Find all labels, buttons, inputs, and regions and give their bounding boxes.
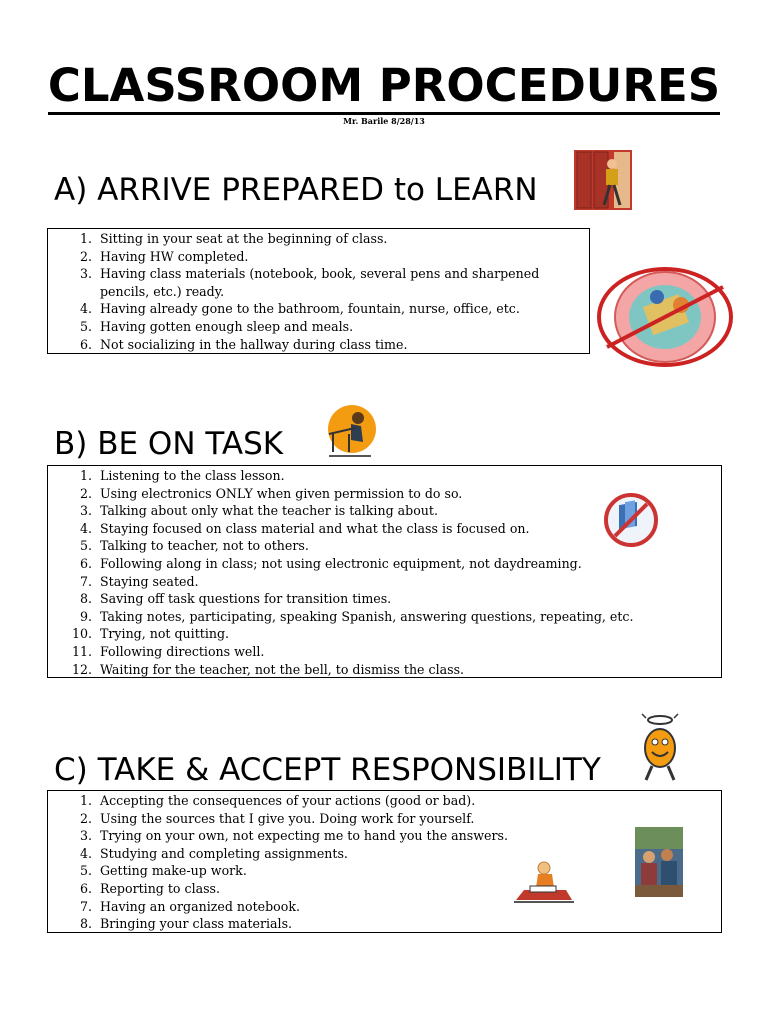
list-item-text: Having HW completed. [100, 248, 249, 264]
list-item-text: Saving off task questions for transition times. [100, 591, 392, 607]
section-b-heading: B) BE ON TASK [54, 426, 284, 462]
list-item-text: Staying seated. [100, 573, 199, 589]
list-number: 8. [79, 591, 92, 607]
section-a-list-box [47, 228, 590, 354]
list-number: 3. [79, 503, 92, 519]
list-number: 8. [79, 916, 92, 932]
list-number: 6. [79, 555, 92, 571]
list-item [48, 230, 589, 248]
author-line: Mr. Barile 8/28/13 [343, 116, 425, 126]
list-item-text: Having class materials (notebook, book, several pens and sharpened [100, 266, 540, 282]
section-a-heading: A) ARRIVE PREPARED to LEARN [54, 172, 538, 208]
list-item-text: Reporting to class. [100, 880, 221, 896]
list-item-text: Trying, not quitting. [100, 626, 230, 642]
section-a-list [48, 230, 589, 353]
section-c-heading: C) TAKE & ACCEPT RESPONSIBILITY [54, 752, 601, 788]
list-number: 2. [79, 248, 92, 264]
list-item [48, 608, 721, 626]
list-number: 3. [79, 828, 92, 844]
list-item-text: Following along in class; not using electronic equipment, not daydreaming. [100, 555, 582, 571]
list-number: 10. [71, 626, 92, 642]
list-number: 7. [79, 573, 92, 589]
list-number: 6. [79, 880, 92, 896]
list-item-text: Talking to teacher, not to others. [100, 538, 309, 554]
list-item [48, 248, 589, 266]
list-item-text: Not socializing in the hallway during class time. [100, 336, 408, 352]
list-item [48, 555, 721, 573]
list-item-text: Using electronics ONLY when given permission to do so. [100, 485, 463, 501]
list-item [48, 845, 721, 863]
list-item [48, 827, 721, 845]
list-number: 1. [79, 468, 92, 483]
list-number: 2. [79, 485, 92, 501]
page-title-text: CLASSROOM PROCEDURES [48, 59, 720, 115]
list-item-text: Bringing your class materials. [100, 916, 293, 932]
list-item [48, 590, 721, 608]
list-number: 5. [79, 863, 92, 879]
list-item [48, 898, 721, 916]
list-item-text: Having already gone to the bathroom, fountain, nurse, office, etc. [100, 301, 520, 317]
list-item-text: Taking notes, participating, speaking Spanish, answering questions, repeating, etc. [100, 608, 634, 624]
list-item [48, 265, 589, 283]
list-number: 11. [71, 643, 92, 659]
student-reading-icon [512, 860, 578, 906]
section-c-list-box [47, 790, 722, 933]
list-item [48, 810, 721, 828]
list-number: 1. [79, 793, 92, 808]
list-number: 2. [79, 810, 92, 826]
list-item [48, 880, 721, 898]
list-item-text: Having gotten enough sleep and meals. [100, 318, 354, 334]
list-item-text: Sitting in your seat at the beginning of class. [100, 231, 388, 246]
list-item [48, 300, 589, 318]
list-number: 9. [79, 608, 92, 624]
list-item [48, 915, 721, 933]
no-electronics-icon [603, 490, 659, 550]
list-item-text: Staying focused on class material and what the class is focused on. [100, 520, 530, 536]
list-item-text: Waiting for the teacher, not the bell, to dismiss the class. [100, 661, 465, 677]
list-item-text: Using the sources that I give you. Doing work for yourself. [100, 810, 475, 826]
list-item-text: Listening to the class lesson. [100, 468, 285, 483]
student-at-desk-icon [325, 404, 379, 460]
list-item [48, 643, 721, 661]
list-item [48, 573, 721, 591]
no-hallway-socializing-icon [597, 265, 737, 370]
list-number: 4. [79, 845, 92, 861]
list-item [48, 625, 721, 643]
list-item [48, 336, 589, 354]
list-item-text: Studying and completing assignments. [100, 845, 348, 861]
list-number: 4. [79, 301, 92, 317]
smiley-character-icon [638, 710, 682, 782]
list-item-text: Following directions well. [100, 643, 265, 659]
list-number: 5. [79, 538, 92, 554]
list-item [48, 792, 721, 810]
list-item-text: Trying on your own, not expecting me to hand you the answers. [100, 828, 508, 844]
list-item [48, 661, 721, 679]
list-number: 3. [79, 266, 92, 282]
list-number: 7. [79, 898, 92, 914]
section-c-list [48, 792, 721, 933]
list-item-text: Accepting the consequences of your actions (good or bad). [100, 793, 476, 808]
list-item-text: Having an organized notebook. [100, 898, 300, 914]
list-item [48, 862, 721, 880]
student-with-lockers-icon [574, 150, 632, 210]
list-number: 6. [79, 336, 92, 352]
list-number: 12. [71, 661, 92, 677]
classroom-photo-icon [635, 827, 683, 897]
list-item [48, 467, 721, 485]
list-item-text: Getting make-up work. [100, 863, 247, 879]
list-item-continuation [48, 283, 589, 301]
list-item [48, 318, 589, 336]
page-title [0, 56, 768, 116]
list-number: 5. [79, 318, 92, 334]
list-number: 4. [79, 520, 92, 536]
list-number: 1. [79, 231, 92, 246]
list-item-text: pencils, etc.) ready. [100, 283, 225, 299]
list-item-text: Talking about only what the teacher is talking about. [100, 503, 438, 519]
